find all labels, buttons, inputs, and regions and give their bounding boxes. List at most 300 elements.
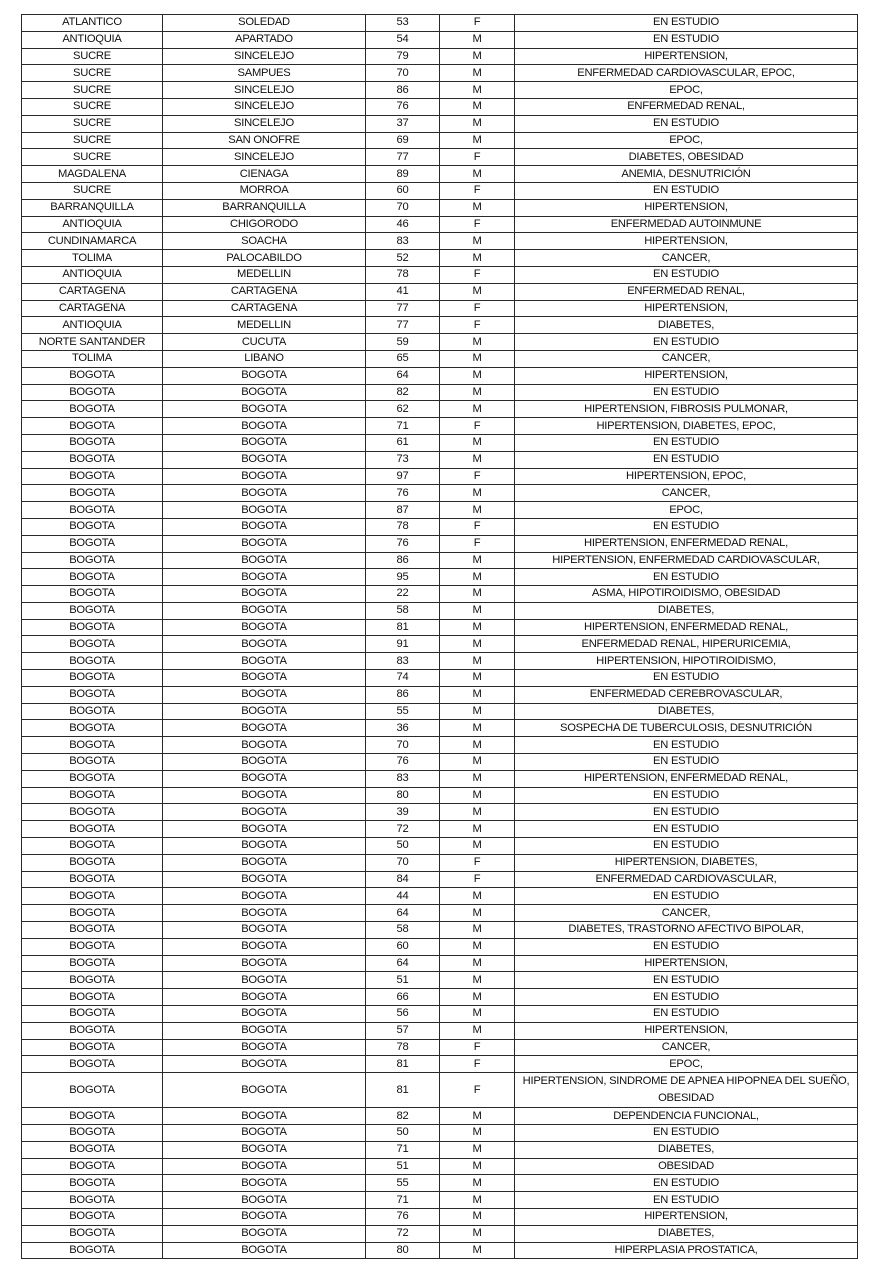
department-cell: BOGOTA — [22, 569, 163, 586]
department-cell: BOGOTA — [22, 821, 163, 838]
sex-cell: M — [440, 804, 515, 821]
age-cell: 81 — [366, 619, 440, 636]
age-cell: 77 — [366, 300, 440, 317]
municipality-cell: BOGOTA — [163, 502, 366, 519]
age-cell: 84 — [366, 871, 440, 888]
sex-cell: M — [440, 938, 515, 955]
municipality-cell: BOGOTA — [163, 989, 366, 1006]
department-cell: BOGOTA — [22, 737, 163, 754]
age-cell: 77 — [366, 317, 440, 334]
table-row — [22, 955, 858, 972]
condition-cell: EPOC, — [515, 1056, 858, 1073]
condition-cell: ANEMIA, DESNUTRICIÓN — [515, 166, 858, 183]
department-cell: BOGOTA — [22, 1056, 163, 1073]
condition-cell: HIPERTENSION, EPOC, — [515, 468, 858, 485]
sex-cell: M — [440, 401, 515, 418]
municipality-cell: BOGOTA — [163, 838, 366, 855]
table-row — [22, 31, 858, 48]
table-row — [22, 1056, 858, 1073]
condition-cell: OBESIDAD — [515, 1158, 858, 1175]
department-cell: BOGOTA — [22, 854, 163, 871]
municipality-cell: BOGOTA — [163, 905, 366, 922]
table-row — [22, 485, 858, 502]
department-cell: CUNDINAMARCA — [22, 233, 163, 250]
municipality-cell: BOGOTA — [163, 418, 366, 435]
condition-cell: EN ESTUDIO — [515, 1125, 858, 1142]
department-cell: BOGOTA — [22, 1192, 163, 1209]
age-cell: 64 — [366, 905, 440, 922]
age-cell: 44 — [366, 888, 440, 905]
age-cell: 64 — [366, 955, 440, 972]
table-row — [22, 334, 858, 351]
condition-cell: HIPERTENSION, ENFERMEDAD RENAL, — [515, 770, 858, 787]
condition-cell: EN ESTUDIO — [515, 384, 858, 401]
table-row — [22, 569, 858, 586]
age-cell: 51 — [366, 1158, 440, 1175]
condition-cell: HIPERTENSION, — [515, 367, 858, 384]
table-row — [22, 838, 858, 855]
department-cell: BOGOTA — [22, 1108, 163, 1125]
municipality-cell: BOGOTA — [163, 535, 366, 552]
sex-cell: M — [440, 1022, 515, 1039]
municipality-cell: SAN ONOFRE — [163, 132, 366, 149]
age-cell: 41 — [366, 283, 440, 300]
table-row — [22, 1158, 858, 1175]
table-row — [22, 216, 858, 233]
department-cell: SUCRE — [22, 82, 163, 99]
department-cell: ATLANTICO — [22, 15, 163, 32]
department-cell: SUCRE — [22, 65, 163, 82]
department-cell: NORTE SANTANDER — [22, 334, 163, 351]
department-cell: ANTIOQUIA — [22, 266, 163, 283]
municipality-cell: BOGOTA — [163, 854, 366, 871]
condition-cell: EN ESTUDIO — [515, 1175, 858, 1192]
age-cell: 95 — [366, 569, 440, 586]
age-cell: 46 — [366, 216, 440, 233]
condition-cell: EN ESTUDIO — [515, 972, 858, 989]
age-cell: 37 — [366, 115, 440, 132]
department-cell: BOGOTA — [22, 888, 163, 905]
condition-cell: DIABETES, OBESIDAD — [515, 149, 858, 166]
table-row — [22, 586, 858, 603]
municipality-cell: BOGOTA — [163, 468, 366, 485]
age-cell: 97 — [366, 468, 440, 485]
municipality-cell: BOGOTA — [163, 770, 366, 787]
department-cell: BOGOTA — [22, 905, 163, 922]
municipality-cell: BOGOTA — [163, 401, 366, 418]
condition-cell: EN ESTUDIO — [515, 569, 858, 586]
department-cell: BOGOTA — [22, 451, 163, 468]
table-row — [22, 1022, 858, 1039]
sex-cell: M — [440, 552, 515, 569]
age-cell: 69 — [366, 132, 440, 149]
municipality-cell: BOGOTA — [163, 384, 366, 401]
sex-cell: F — [440, 300, 515, 317]
department-cell: BOGOTA — [22, 804, 163, 821]
table-row — [22, 619, 858, 636]
condition-cell: EPOC, — [515, 132, 858, 149]
age-cell: 81 — [366, 1073, 440, 1108]
department-cell: BOGOTA — [22, 787, 163, 804]
department-cell: BOGOTA — [22, 586, 163, 603]
condition-cell: ENFERMEDAD CEREBROVASCULAR, — [515, 686, 858, 703]
municipality-cell: BOGOTA — [163, 518, 366, 535]
department-cell: BOGOTA — [22, 619, 163, 636]
municipality-cell: BOGOTA — [163, 1175, 366, 1192]
age-cell: 72 — [366, 1225, 440, 1242]
age-cell: 50 — [366, 838, 440, 855]
department-cell: BOGOTA — [22, 922, 163, 939]
sex-cell: M — [440, 703, 515, 720]
sex-cell: M — [440, 1141, 515, 1158]
condition-cell: EN ESTUDIO — [515, 434, 858, 451]
age-cell: 58 — [366, 922, 440, 939]
department-cell: SUCRE — [22, 149, 163, 166]
table-row — [22, 905, 858, 922]
sex-cell: M — [440, 115, 515, 132]
table-row — [22, 367, 858, 384]
department-cell: ANTIOQUIA — [22, 216, 163, 233]
case-table-body — [22, 15, 858, 1259]
age-cell: 73 — [366, 451, 440, 468]
department-cell: BOGOTA — [22, 989, 163, 1006]
municipality-cell: LIBANO — [163, 350, 366, 367]
age-cell: 77 — [366, 149, 440, 166]
age-cell: 76 — [366, 535, 440, 552]
sex-cell: F — [440, 854, 515, 871]
municipality-cell: BOGOTA — [163, 1242, 366, 1259]
condition-cell: EN ESTUDIO — [515, 787, 858, 804]
age-cell: 87 — [366, 502, 440, 519]
sex-cell: M — [440, 922, 515, 939]
table-row — [22, 1039, 858, 1056]
condition-cell: HIPERTENSION, ENFERMEDAD CARDIOVASCULAR, — [515, 552, 858, 569]
municipality-cell: APARTADO — [163, 31, 366, 48]
table-row — [22, 754, 858, 771]
department-cell: BOGOTA — [22, 1022, 163, 1039]
sex-cell: M — [440, 451, 515, 468]
sex-cell: F — [440, 1073, 515, 1108]
department-cell: BOGOTA — [22, 602, 163, 619]
municipality-cell: BOGOTA — [163, 871, 366, 888]
sex-cell: F — [440, 468, 515, 485]
condition-cell: EN ESTUDIO — [515, 1192, 858, 1209]
table-row — [22, 48, 858, 65]
sex-cell: F — [440, 518, 515, 535]
condition-cell: DIABETES, TRASTORNO AFECTIVO BIPOLAR, — [515, 922, 858, 939]
table-row — [22, 384, 858, 401]
table-row — [22, 418, 858, 435]
municipality-cell: BOGOTA — [163, 1108, 366, 1125]
age-cell: 86 — [366, 686, 440, 703]
department-cell: BOGOTA — [22, 384, 163, 401]
department-cell: BOGOTA — [22, 1141, 163, 1158]
municipality-cell: BOGOTA — [163, 434, 366, 451]
sex-cell: M — [440, 132, 515, 149]
age-cell: 55 — [366, 703, 440, 720]
department-cell: BOGOTA — [22, 653, 163, 670]
table-row — [22, 636, 858, 653]
condition-cell: HIPERPLASIA PROSTATICA, — [515, 1242, 858, 1259]
table-row — [22, 15, 858, 32]
sex-cell: M — [440, 670, 515, 687]
condition-cell: DIABETES, — [515, 1225, 858, 1242]
condition-cell: HIPERTENSION, — [515, 233, 858, 250]
condition-cell: EN ESTUDIO — [515, 15, 858, 32]
sex-cell: M — [440, 1006, 515, 1023]
age-cell: 82 — [366, 384, 440, 401]
age-cell: 83 — [366, 233, 440, 250]
condition-cell: EPOC, — [515, 502, 858, 519]
municipality-cell: BOGOTA — [163, 1141, 366, 1158]
sex-cell: M — [440, 619, 515, 636]
age-cell: 64 — [366, 367, 440, 384]
age-cell: 80 — [366, 1242, 440, 1259]
age-cell: 81 — [366, 1056, 440, 1073]
department-cell: SUCRE — [22, 98, 163, 115]
municipality-cell: CHIGORODO — [163, 216, 366, 233]
sex-cell: M — [440, 737, 515, 754]
condition-cell: EN ESTUDIO — [515, 938, 858, 955]
sex-cell: M — [440, 166, 515, 183]
condition-cell: ENFERMEDAD CARDIOVASCULAR, EPOC, — [515, 65, 858, 82]
condition-cell: EN ESTUDIO — [515, 989, 858, 1006]
table-row — [22, 1141, 858, 1158]
municipality-cell: BOGOTA — [163, 1225, 366, 1242]
condition-cell: CANCER, — [515, 350, 858, 367]
department-cell: BOGOTA — [22, 434, 163, 451]
municipality-cell: SINCELEJO — [163, 98, 366, 115]
table-row — [22, 871, 858, 888]
condition-cell: DIABETES, — [515, 317, 858, 334]
municipality-cell: BOGOTA — [163, 1039, 366, 1056]
municipality-cell: BOGOTA — [163, 619, 366, 636]
age-cell: 71 — [366, 418, 440, 435]
municipality-cell: BOGOTA — [163, 1208, 366, 1225]
department-cell: BOGOTA — [22, 367, 163, 384]
table-row — [22, 720, 858, 737]
condition-cell: EN ESTUDIO — [515, 754, 858, 771]
table-row — [22, 434, 858, 451]
age-cell: 70 — [366, 737, 440, 754]
sex-cell: M — [440, 770, 515, 787]
municipality-cell: BOGOTA — [163, 686, 366, 703]
table-row — [22, 653, 858, 670]
age-cell: 61 — [366, 434, 440, 451]
municipality-cell: SINCELEJO — [163, 82, 366, 99]
department-cell: BOGOTA — [22, 703, 163, 720]
municipality-cell: BOGOTA — [163, 602, 366, 619]
department-cell: BOGOTA — [22, 770, 163, 787]
sex-cell: M — [440, 434, 515, 451]
sex-cell: F — [440, 266, 515, 283]
age-cell: 89 — [366, 166, 440, 183]
department-cell: BOGOTA — [22, 468, 163, 485]
municipality-cell: BOGOTA — [163, 804, 366, 821]
municipality-cell: BOGOTA — [163, 922, 366, 939]
table-row — [22, 1125, 858, 1142]
municipality-cell: BOGOTA — [163, 367, 366, 384]
department-cell: BOGOTA — [22, 485, 163, 502]
condition-cell: HIPERTENSION, — [515, 48, 858, 65]
age-cell: 86 — [366, 82, 440, 99]
table-row — [22, 283, 858, 300]
municipality-cell: BOGOTA — [163, 636, 366, 653]
age-cell: 70 — [366, 854, 440, 871]
condition-cell: HIPERTENSION, FIBROSIS PULMONAR, — [515, 401, 858, 418]
condition-cell: CANCER, — [515, 485, 858, 502]
table-row — [22, 804, 858, 821]
age-cell: 57 — [366, 1022, 440, 1039]
municipality-cell: SAMPUES — [163, 65, 366, 82]
municipality-cell: BOGOTA — [163, 451, 366, 468]
sex-cell: M — [440, 905, 515, 922]
sex-cell: M — [440, 199, 515, 216]
sex-cell: M — [440, 888, 515, 905]
condition-cell: HIPERTENSION, — [515, 1208, 858, 1225]
condition-cell: ENFERMEDAD AUTOINMUNE — [515, 216, 858, 233]
table-row — [22, 82, 858, 99]
municipality-cell: BOGOTA — [163, 938, 366, 955]
condition-cell: EN ESTUDIO — [515, 31, 858, 48]
department-cell: TOLIMA — [22, 250, 163, 267]
department-cell: SUCRE — [22, 182, 163, 199]
sex-cell: M — [440, 485, 515, 502]
department-cell: BARRANQUILLA — [22, 199, 163, 216]
department-cell: BOGOTA — [22, 1158, 163, 1175]
sex-cell: M — [440, 1125, 515, 1142]
department-cell: BOGOTA — [22, 518, 163, 535]
sex-cell: M — [440, 686, 515, 703]
table-row — [22, 1208, 858, 1225]
table-row — [22, 350, 858, 367]
table-row — [22, 770, 858, 787]
department-cell: BOGOTA — [22, 502, 163, 519]
municipality-cell: BOGOTA — [163, 754, 366, 771]
municipality-cell: BOGOTA — [163, 1056, 366, 1073]
table-row — [22, 98, 858, 115]
age-cell: 76 — [366, 754, 440, 771]
condition-cell: HIPERTENSION, ENFERMEDAD RENAL, — [515, 535, 858, 552]
table-row — [22, 703, 858, 720]
age-cell: 22 — [366, 586, 440, 603]
sex-cell: M — [440, 367, 515, 384]
municipality-cell: BOGOTA — [163, 720, 366, 737]
municipality-cell: BOGOTA — [163, 1022, 366, 1039]
age-cell: 79 — [366, 48, 440, 65]
table-row — [22, 670, 858, 687]
condition-cell: EN ESTUDIO — [515, 670, 858, 687]
age-cell: 59 — [366, 334, 440, 351]
table-row — [22, 938, 858, 955]
sex-cell: M — [440, 569, 515, 586]
table-row — [22, 1192, 858, 1209]
table-row — [22, 602, 858, 619]
age-cell: 83 — [366, 653, 440, 670]
age-cell: 55 — [366, 1175, 440, 1192]
municipality-cell: SOACHA — [163, 233, 366, 250]
age-cell: 72 — [366, 821, 440, 838]
municipality-cell: BOGOTA — [163, 737, 366, 754]
department-cell: TOLIMA — [22, 350, 163, 367]
table-row — [22, 65, 858, 82]
municipality-cell: BOGOTA — [163, 670, 366, 687]
condition-cell: HIPERTENSION, HIPOTIROIDISMO, — [515, 653, 858, 670]
condition-cell: CANCER, — [515, 1039, 858, 1056]
condition-cell: DIABETES, — [515, 703, 858, 720]
sex-cell: M — [440, 1175, 515, 1192]
condition-cell: ENFERMEDAD RENAL, — [515, 98, 858, 115]
age-cell: 74 — [366, 670, 440, 687]
municipality-cell: BOGOTA — [163, 1125, 366, 1142]
table-row — [22, 972, 858, 989]
age-cell: 39 — [366, 804, 440, 821]
table-row — [22, 1108, 858, 1125]
age-cell: 83 — [366, 770, 440, 787]
municipality-cell: BOGOTA — [163, 552, 366, 569]
condition-cell: HIPERTENSION, SINDROME DE APNEA HIPOPNEA DEL SUEÑO, OBESIDAD — [515, 1073, 858, 1108]
table-row — [22, 401, 858, 418]
sex-cell: M — [440, 283, 515, 300]
condition-cell: HIPERTENSION, — [515, 300, 858, 317]
municipality-cell: BOGOTA — [163, 703, 366, 720]
condition-cell: ENFERMEDAD CARDIOVASCULAR, — [515, 871, 858, 888]
age-cell: 36 — [366, 720, 440, 737]
municipality-cell: BOGOTA — [163, 1006, 366, 1023]
table-row — [22, 502, 858, 519]
sex-cell: M — [440, 233, 515, 250]
table-row — [22, 233, 858, 250]
municipality-cell: BOGOTA — [163, 821, 366, 838]
sex-cell: M — [440, 1225, 515, 1242]
condition-cell: HIPERTENSION, DIABETES, — [515, 854, 858, 871]
department-cell: BOGOTA — [22, 972, 163, 989]
municipality-cell: BOGOTA — [163, 1158, 366, 1175]
table-row — [22, 451, 858, 468]
sex-cell: F — [440, 317, 515, 334]
department-cell: BOGOTA — [22, 418, 163, 435]
sex-cell: M — [440, 350, 515, 367]
municipality-cell: BARRANQUILLA — [163, 199, 366, 216]
case-table-sheet — [21, 14, 857, 1259]
table-row — [22, 1175, 858, 1192]
municipality-cell: PALOCABILDO — [163, 250, 366, 267]
age-cell: 52 — [366, 250, 440, 267]
age-cell: 60 — [366, 182, 440, 199]
condition-cell: CANCER, — [515, 250, 858, 267]
sex-cell: M — [440, 1158, 515, 1175]
condition-cell: DIABETES, — [515, 1141, 858, 1158]
table-row — [22, 1225, 858, 1242]
sex-cell: M — [440, 754, 515, 771]
department-cell: BOGOTA — [22, 1208, 163, 1225]
age-cell: 50 — [366, 1125, 440, 1142]
municipality-cell: MEDELLIN — [163, 317, 366, 334]
department-cell: SUCRE — [22, 132, 163, 149]
department-cell: CARTAGENA — [22, 300, 163, 317]
municipality-cell: SINCELEJO — [163, 149, 366, 166]
condition-cell: EN ESTUDIO — [515, 838, 858, 855]
sex-cell: M — [440, 1242, 515, 1259]
age-cell: 71 — [366, 1141, 440, 1158]
department-cell: BOGOTA — [22, 938, 163, 955]
condition-cell: EPOC, — [515, 82, 858, 99]
department-cell: BOGOTA — [22, 871, 163, 888]
municipality-cell: BOGOTA — [163, 888, 366, 905]
sex-cell: M — [440, 972, 515, 989]
condition-cell: EN ESTUDIO — [515, 821, 858, 838]
department-cell: BOGOTA — [22, 754, 163, 771]
